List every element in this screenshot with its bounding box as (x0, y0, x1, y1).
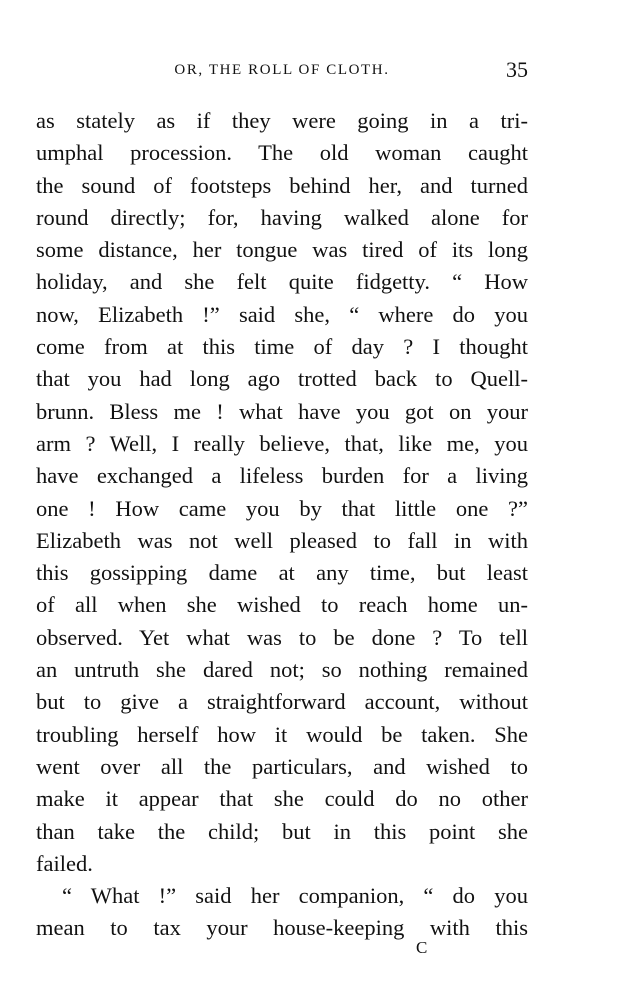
text-line: come from at this time of day ? I thought (36, 334, 528, 360)
text-line: Elizabeth was not well pleased to fall in with (36, 527, 528, 553)
paragraph-first-line: “ What !” said her companion, “ do you (62, 883, 528, 909)
text-line: holiday, and she felt quite fidgetty. “ How (36, 269, 528, 295)
body-text (36, 105, 528, 945)
signature-mark: C (416, 938, 428, 957)
text-line: that you had long ago trotted back to Quell- (36, 366, 528, 392)
text-line: umphal procession. The old woman caught (36, 140, 528, 166)
text-line: now, Elizabeth !” said she, “ where do you (36, 301, 528, 327)
text-line: of all when she wished to reach home un- (36, 592, 528, 618)
text-line: the sound of footsteps behind her, and turned (36, 172, 528, 198)
text-line: make it appear that she could do no other (36, 786, 528, 812)
text-line: this gossipping dame at any time, but least (36, 560, 528, 586)
page-number: 35 (506, 57, 528, 82)
text-line: brunn. Bless me ! what have you got on your (36, 398, 528, 424)
text-line: as stately as if they were going in a tri- (36, 108, 528, 133)
text-line: an untruth she dared not; so nothing remained (36, 657, 528, 683)
text-line: some distance, her tongue was tired of its long (36, 237, 528, 263)
text-line: arm ? Well, I really believe, that, like me, you (36, 430, 528, 456)
text-line: round directly; for, having walked alone for (36, 204, 528, 230)
text-line: went over all the particulars, and wished to (36, 753, 528, 779)
text-line: but to give a straightforward account, without (36, 689, 528, 715)
text-line: observed. Yet what was to be done ? To tell (36, 624, 528, 650)
running-title: OR, THE ROLL OF CLOTH. (174, 62, 390, 78)
text-line: troubling herself how it would be taken. She (36, 721, 528, 747)
paragraph-last-line: failed. (36, 850, 93, 876)
text-line: have exchanged a lifeless burden for a living (36, 463, 528, 489)
text-line: one ! How came you by that little one ?” (36, 495, 528, 521)
text-line: than take the child; but in this point she (36, 818, 528, 844)
running-head (36, 54, 528, 88)
text-line: mean to tax your house-keeping with this (36, 915, 528, 941)
